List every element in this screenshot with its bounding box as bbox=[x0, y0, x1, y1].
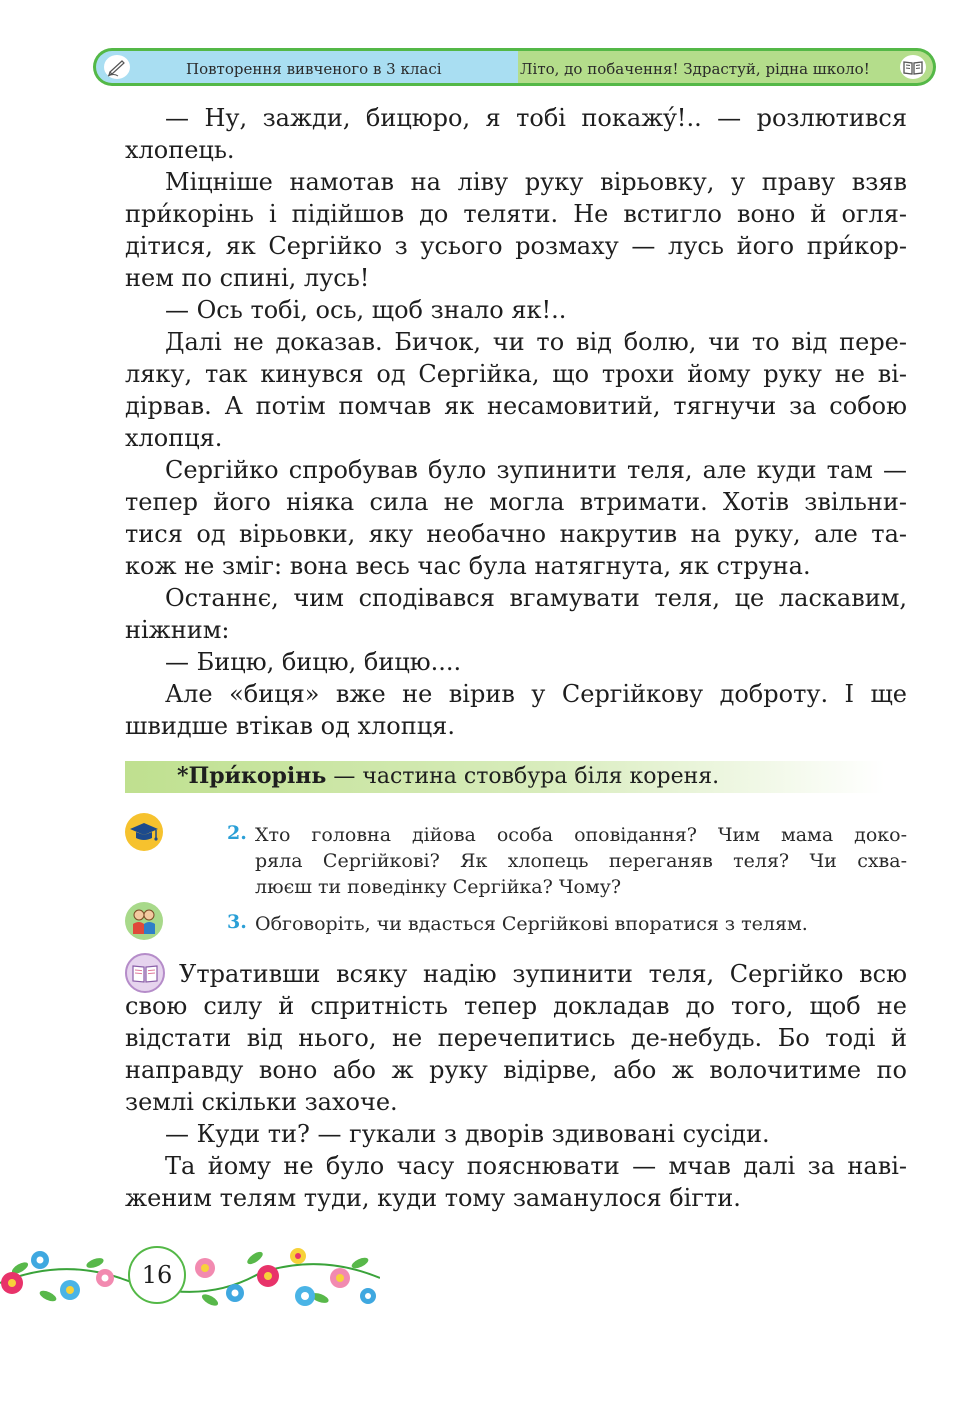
question-3-text bbox=[255, 911, 907, 937]
text-line: — Ну, зажди, бицюро, я тобі покажý!.. — розлютився bbox=[165, 104, 907, 132]
graduation-cap-icon bbox=[125, 813, 163, 851]
text-line: направду воно або ж руку відірве, або ж волочитиме по bbox=[125, 1056, 907, 1084]
text-line: Та йому не було часу пояснювати — мчав далі за наві- bbox=[165, 1152, 907, 1180]
text-line: Сергійко спробував було зупинити теля, але куди там — bbox=[165, 456, 907, 484]
text-line: кож не зміг: вона весь час була натягнута, як струна. bbox=[125, 552, 811, 580]
footnote-bar bbox=[125, 761, 885, 793]
text-line: відстати від нього, не перечепитись де-небудь. Бо тоді й bbox=[125, 1024, 907, 1052]
text-line: ніжним: bbox=[125, 616, 230, 644]
page-header bbox=[93, 48, 936, 86]
text-line: Останнє, чим сподівався вгамувати теля, це ласкавим, bbox=[165, 584, 907, 612]
text-line: дітися, як Сергійко з усього розмаху — лусь його при́кор- bbox=[125, 232, 907, 260]
text-line: ляку, так кинувся од Сергійка, що трохи йому руку не ві- bbox=[125, 360, 907, 388]
footnote-definition: — частина стовбура біля кореня. bbox=[326, 764, 720, 789]
text-line: при́корінь і підійшов до теляти. Не встигло воно й огля- bbox=[125, 200, 907, 228]
question-2-text bbox=[255, 822, 907, 900]
text-line: — Куди ти? — гукали з дворів здивовані сусіди. bbox=[165, 1120, 770, 1148]
text-line: хлопця. bbox=[125, 424, 223, 452]
question-line: люєш ти поведінку Сергійка? Чому? bbox=[255, 876, 622, 898]
footnote-text bbox=[177, 763, 719, 789]
text-line: Але «биця» вже не вірив у Сергійкову доброту. І ще bbox=[165, 680, 907, 708]
question-number: 3. bbox=[227, 911, 247, 933]
question-line: ряла Сергійкові? Як хлопець переганяв теля? Чи схва- bbox=[255, 850, 907, 872]
text-line: землі скільки захоче. bbox=[125, 1088, 398, 1116]
text-line: тепер його ніяка сила не могла втримати. Хотів звільни- bbox=[125, 488, 907, 516]
text-line: швидше втікав од хлопця. bbox=[125, 712, 455, 740]
text-line: дірвав. А потім помчав як несамовитий, тягнучи за собою bbox=[125, 392, 907, 420]
text-line: тися од вірьовки, яку необачно накрутив на руку, але та- bbox=[125, 520, 907, 548]
story-text-part-1 bbox=[125, 102, 907, 742]
question-line: Обговоріть, чи вдасться Сергійкові впоратися з телям. bbox=[255, 913, 808, 935]
children-icon bbox=[125, 902, 163, 940]
text-line: Міцніше намотав на ліву руку вірьовку, у праву взяв bbox=[165, 168, 907, 196]
header-right-title: Літо, до побачення! Здрастуй, рідна школо! bbox=[520, 60, 870, 78]
text-line: Далі не доказав. Бичок, чи то від болю, чи то від пере- bbox=[165, 328, 907, 356]
text-line: — Бицю, бицю, бицю.... bbox=[165, 648, 462, 676]
text-line: — Ось тобі, ось, щоб знало як!.. bbox=[165, 296, 567, 324]
text-line: женим телям туди, куди тому заманулося бігти. bbox=[125, 1184, 741, 1212]
header-section-right bbox=[518, 48, 936, 86]
text-line: хлопець. bbox=[125, 136, 235, 164]
header-section-left bbox=[93, 48, 518, 86]
flowers-border-icon bbox=[0, 1238, 380, 1318]
text-line: Утративши всяку надію зупинити теля, Сергійко всю bbox=[179, 960, 907, 988]
story-text-part-2 bbox=[125, 958, 907, 1214]
text-line: нем по спині, лусь! bbox=[125, 264, 370, 292]
text-line: свою силу й спритність тепер докладав до того, щоб не bbox=[125, 992, 907, 1020]
question-number: 2. bbox=[227, 822, 247, 844]
question-line: Хто головна дійова особа оповідання? Чим мама доко- bbox=[255, 824, 907, 846]
page-number: 16 bbox=[128, 1246, 186, 1304]
pen-icon bbox=[104, 55, 130, 79]
header-left-title: Повторення вивченого в 3 класі bbox=[186, 60, 442, 78]
book-icon bbox=[900, 55, 926, 79]
footnote-term: *При́корінь bbox=[177, 763, 327, 789]
